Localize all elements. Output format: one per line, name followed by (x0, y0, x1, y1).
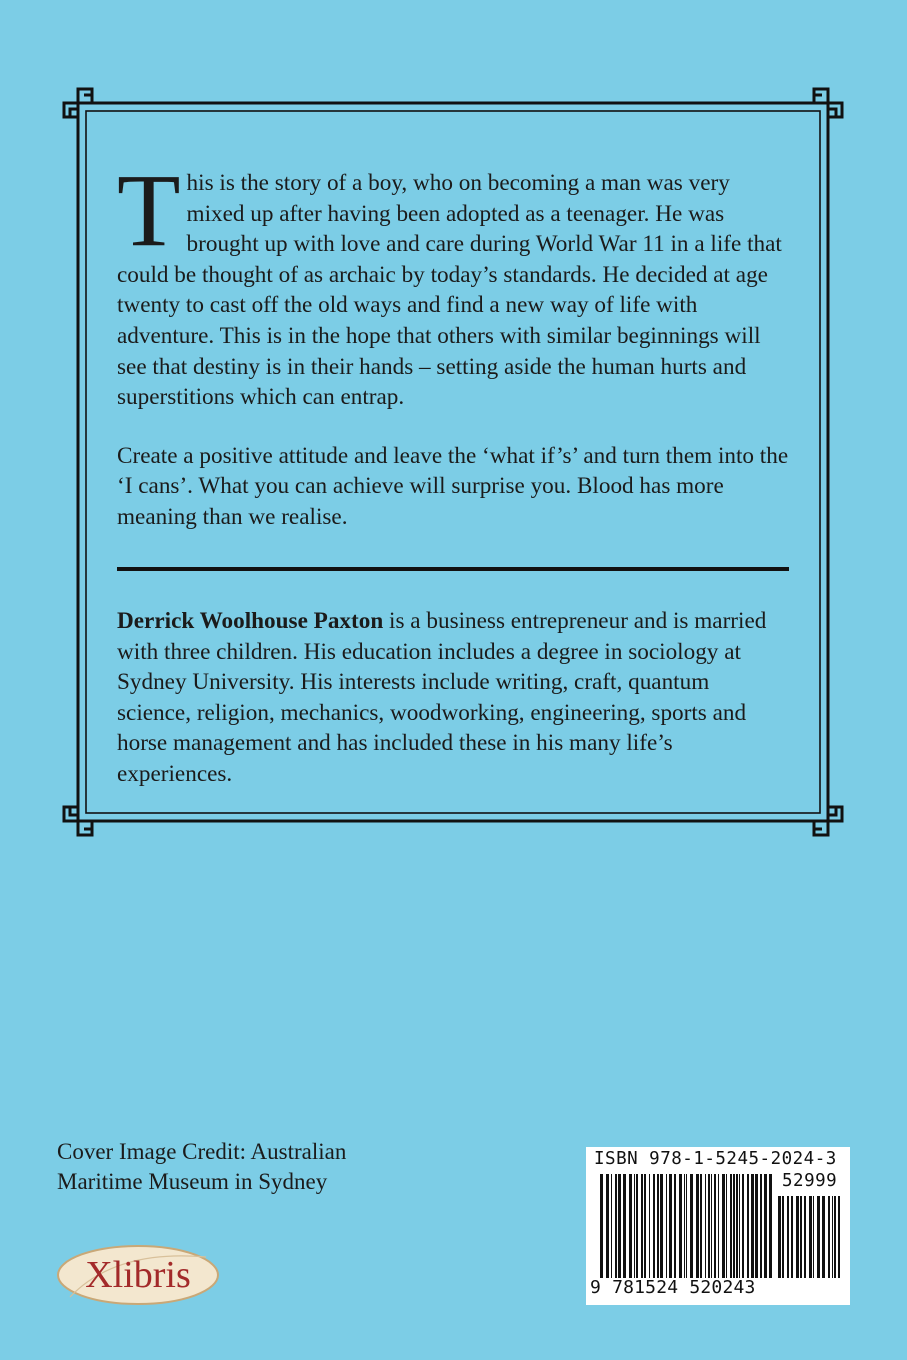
barcode-bar (769, 1174, 772, 1278)
barcode-bar (730, 1174, 732, 1278)
barcode-bar (804, 1196, 806, 1278)
barcode-bar (828, 1196, 830, 1278)
barcode-bar (739, 1174, 740, 1278)
author-bio-text: is a business entrepreneur and is married with three children. His education includes a degree in sociology at Sydney University. His interests include writing, craft, quantum science, religion, mechanics, woodworking, engineering, sports and horse management and has included these in his many life’s experiences. (117, 608, 767, 787)
barcode-bar (611, 1174, 612, 1278)
barcode-bar (782, 1196, 784, 1278)
barcode-bar (791, 1196, 793, 1278)
barcode-bar (817, 1196, 820, 1278)
barcode-bar (666, 1174, 667, 1278)
barcode-bar (700, 1174, 702, 1278)
barcode-bar (718, 1174, 719, 1278)
barcode-bar (634, 1174, 635, 1278)
ean-digits: 9 781524 520243 (590, 1277, 756, 1298)
barcode-bar (838, 1196, 840, 1278)
author-name: Derrick Woolhouse Paxton (117, 608, 384, 634)
barcode-bar (705, 1174, 706, 1278)
barcode-bar (747, 1174, 749, 1278)
barcode-bar (690, 1174, 693, 1278)
barcode-bar (832, 1196, 833, 1278)
addon-bars (778, 1196, 842, 1278)
barcode-bar (679, 1174, 682, 1278)
blurb-paragraph-2: Create a positive attitude and leave the ‘what if’s’ and turn them into the ‘I cans’. What you can achieve will surprise you. Blood has more meaning than we realise. (117, 442, 789, 530)
drop-cap: T (117, 153, 181, 268)
barcode-bar (696, 1174, 699, 1278)
barcode-bar (778, 1196, 781, 1278)
barcode-bar (636, 1174, 638, 1278)
barcode-bar (711, 1174, 712, 1278)
barcode-bar (822, 1196, 825, 1278)
barcode-bar (714, 1174, 716, 1278)
barcode-bar (686, 1174, 687, 1278)
barcode-bar (653, 1174, 655, 1278)
barcode-bar (751, 1174, 754, 1278)
barcode-bar (708, 1174, 710, 1278)
barcode-bar (760, 1174, 762, 1278)
publisher-logo (56, 1243, 220, 1307)
barcode-bar (660, 1174, 663, 1278)
blurb-paragraph-1 (117, 153, 789, 413)
barcode-bar (800, 1196, 802, 1278)
barcode-bar (641, 1174, 643, 1278)
price-code: 52999 (782, 1171, 838, 1191)
barcode-bar (813, 1196, 814, 1278)
barcode-bar (726, 1174, 727, 1278)
barcode-bar (722, 1174, 725, 1278)
cover-image-credit (57, 1137, 346, 1197)
ean-bars (600, 1174, 772, 1278)
barcode-bar (764, 1174, 767, 1278)
barcode-bar (618, 1174, 621, 1278)
barcode-bar (787, 1196, 789, 1278)
credit-line-1: Cover Image Credit: Australian (57, 1139, 347, 1164)
barcode-bar (733, 1174, 735, 1278)
barcode-bar (742, 1174, 744, 1278)
barcode-bar (669, 1174, 672, 1278)
barcode-bar (684, 1174, 685, 1278)
author-bio (117, 606, 789, 790)
barcode-bar (809, 1196, 812, 1278)
blurb-section (117, 153, 789, 533)
barcode-bar (649, 1174, 650, 1278)
barcode (586, 1147, 850, 1305)
barcode-bar (796, 1196, 799, 1278)
barcode-bar (623, 1174, 626, 1278)
barcode-bar (606, 1174, 609, 1278)
publisher-logo-text: Xlibris (85, 1254, 191, 1296)
isbn-label: ISBN 978-1-5245-2024-3 (594, 1149, 837, 1169)
barcode-bar (674, 1174, 676, 1278)
barcode-bar (600, 1174, 603, 1278)
barcode-bar (657, 1174, 659, 1278)
barcode-bar (834, 1196, 836, 1278)
barcode-bar (629, 1174, 632, 1278)
section-divider (117, 567, 789, 571)
blurb-intro-text: his is the story of a boy, who on becoming a man was very mixed up after having been adopted as a teenager. He was brought up with love and care during World War 11 in a life that could be thought of as archaic by today’s standards. He decided at age twenty to cast off the old ways and find a new way of life with adventure. This is in the hope that others with similar beginnings will see that destiny is in their hands – setting aside the human hurts and superstitions which can entrap. (117, 170, 782, 411)
barcode-bar (755, 1174, 758, 1278)
credit-line-2: Maritime Museum in Sydney (57, 1169, 328, 1194)
barcode-bar (615, 1174, 617, 1278)
barcode-bar (736, 1174, 738, 1278)
barcode-bar (644, 1174, 646, 1278)
